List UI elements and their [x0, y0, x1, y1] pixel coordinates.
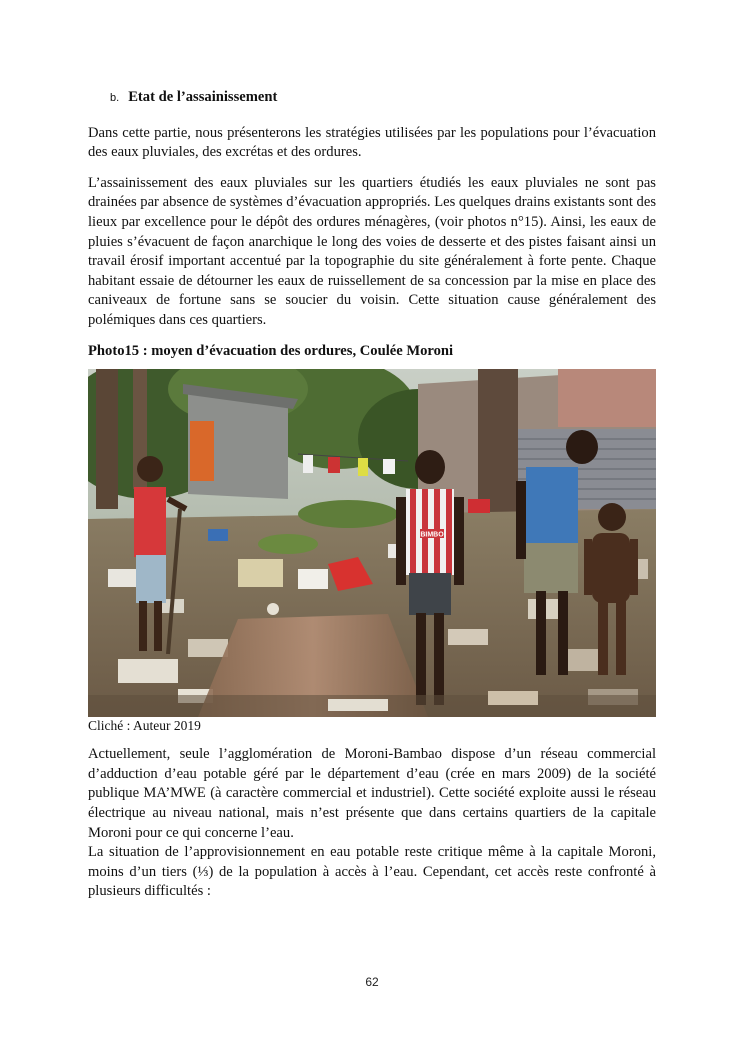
shirt-print-text: BIMBO — [420, 531, 444, 539]
paragraph-water-supply: La situation de l’approvisionnement en eau potable reste critique même à la capitale Moroni, moins d’un tiers (⅓) de la population à accès à l’eau. Cependant, cet accès reste confronté à plusieurs difficultés : — [88, 844, 656, 900]
photo-credit: Cliché : Auteur 2019 — [88, 718, 201, 734]
section-title: Etat de l’assainissement — [128, 89, 278, 105]
figure-caption: Photo15 : moyen d’évacuation des ordures, Coulée Moroni — [88, 342, 454, 359]
section-heading — [110, 88, 656, 109]
section-marker: b. — [110, 92, 120, 104]
photo-children-waste-drain — [88, 369, 656, 717]
paragraph-intro: Dans cette partie, nous présenterons les stratégies utilisées par les populations pour l’évacuation des eaux pluviales, des excrétas et des ordures. — [88, 124, 656, 161]
paragraph-rainwater: L’assainissement des eaux pluviales sur les quartiers étudiés les eaux pluviales ne sont pas drainées par absence de systèmes d’évacuation appropriés. Les quelques drains existants sont des lieux par excellence pour le dépôt des ordures ménagères, (voir photos n°15). Ainsi, les eaux de pluies s’évacuent de façon anarchique le long des voies de desserte et des pistes faisant ainsi un travail érosif important accentué par la topographie du site généralement à forte pente. Chaque habitant essaie de détourner les eaux de ruissellement de sa concession par la mise en place des caniveaux de fortune sans se soucier du voisin. Cette situation cause généralement des polémiques dans ces quartiers. — [88, 174, 656, 328]
page-content — [88, 88, 656, 913]
paragraph-water-network: Actuellement, seule l’agglomération de Moroni-Bambao dispose d’un réseau commercial d’adduction d’eau potable géré par le département d’eau (crée en mars 2009) de la société publique MA’MWE (à caractère commercial et industriel). Cette société exploite aussi le réseau électrique au niveau national, mais n’est présente que dans certains quartiers de la capitale Moroni pour ce qui concerne l’eau. — [88, 746, 656, 841]
page-number: 62 — [365, 975, 379, 989]
